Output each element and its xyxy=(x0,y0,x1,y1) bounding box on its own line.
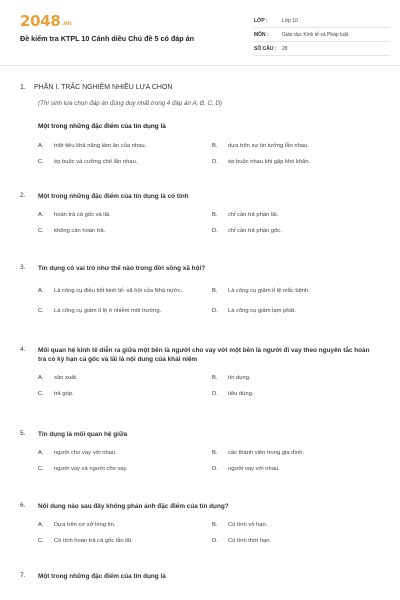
meta-value: Lớp 10 xyxy=(282,17,298,24)
option-text: Có tính hoàn trả cả gốc lẫn lãi. xyxy=(54,538,133,544)
section-number: 1. xyxy=(20,83,26,91)
option-b[interactable] xyxy=(212,207,388,223)
option-a[interactable] xyxy=(38,370,212,386)
option-d[interactable] xyxy=(212,154,388,170)
meta-value: Giáo dục Kinh tế và Pháp luật xyxy=(282,31,349,38)
question-number: 3. xyxy=(20,264,26,271)
question-header xyxy=(20,192,390,201)
option-text: Là công cụ giảm tỉ lệ mắc bệnh. xyxy=(228,288,310,294)
question-5 xyxy=(20,430,390,477)
option-key: B. xyxy=(212,212,218,218)
option-text: dựa trên sự tin tưởng lẫn nhau. xyxy=(228,143,309,149)
site-logo[interactable] xyxy=(20,12,71,30)
option-a[interactable] xyxy=(38,279,212,303)
option-b[interactable] xyxy=(212,445,388,461)
question-3 xyxy=(20,264,390,319)
option-d[interactable] xyxy=(212,461,388,477)
answer-options xyxy=(38,138,390,170)
document-title: Đề kiểm tra KTPL 10 Cánh diều Chủ đề 5 có đáp án xyxy=(20,34,195,43)
option-text: các thành viên trong gia đình. xyxy=(228,450,305,456)
answer-options xyxy=(38,445,390,477)
option-c[interactable] xyxy=(38,461,212,477)
option-d[interactable] xyxy=(212,223,388,239)
question-header xyxy=(20,430,390,439)
option-text: tiêu dùng. xyxy=(228,391,254,397)
meta-label: SỐ CÂU : xyxy=(254,45,277,52)
option-text: Có tính thời hạn. xyxy=(228,538,272,544)
option-d[interactable] xyxy=(212,533,388,549)
option-text: tín dụng. xyxy=(228,375,251,381)
meta-row-count xyxy=(254,42,390,56)
question-text: Một trong những đặc điểm của tín dụng là xyxy=(38,123,166,130)
option-c[interactable] xyxy=(38,303,212,319)
meta-label: MÔN : xyxy=(254,31,269,38)
question-text: Tín dụng có vai trò như thế nào trong đời sống xã hội? xyxy=(38,265,206,272)
option-key: C. xyxy=(38,391,44,397)
option-key: A. xyxy=(38,212,44,218)
option-key: C. xyxy=(38,308,44,314)
option-key: A. xyxy=(38,143,44,149)
option-text: Là công cụ giảm lạm phát. xyxy=(228,308,296,314)
option-key: B. xyxy=(212,450,218,456)
option-text: không cần hoàn trả. xyxy=(54,228,106,234)
meta-table xyxy=(254,14,390,56)
question-number: 5. xyxy=(20,430,26,437)
meta-value: 28 xyxy=(282,45,288,52)
option-text: trả góp. xyxy=(54,391,74,397)
option-key: C. xyxy=(38,466,44,472)
option-text: Là công cụ giảm tỉ lệ ô nhiễm môi trường. xyxy=(54,308,162,314)
question-number: 4. xyxy=(20,346,26,353)
option-key: D. xyxy=(212,538,218,544)
option-key: D. xyxy=(212,466,218,472)
meta-label: LỚP : xyxy=(254,17,268,24)
option-key: B. xyxy=(212,522,218,528)
question-2 xyxy=(20,192,390,239)
answer-options xyxy=(38,207,390,239)
question-text: Tín dụng là mối quan hệ giữa xyxy=(38,431,128,438)
option-c[interactable] xyxy=(38,386,212,402)
option-key: C. xyxy=(38,159,44,165)
option-key: D. xyxy=(212,308,218,314)
option-key: A. xyxy=(38,522,44,528)
option-b[interactable] xyxy=(212,138,388,154)
option-c[interactable] xyxy=(38,533,212,549)
option-text: chỉ cần trả phần lãi. xyxy=(228,212,279,218)
option-key: B. xyxy=(212,143,218,149)
section-title: PHẦN I. TRẮC NGHIỆM NHIỀU LỰA CHỌN xyxy=(34,83,173,91)
page-header xyxy=(0,0,400,66)
question-7 xyxy=(20,572,390,581)
option-text: Là công cụ điều tiết kinh tế- xã hội của Nhà nước. xyxy=(54,288,183,294)
option-key: D. xyxy=(212,159,218,165)
option-b[interactable] xyxy=(212,279,388,303)
option-b[interactable] xyxy=(212,517,388,533)
answer-options xyxy=(38,370,390,402)
logo-text: 2048 xyxy=(20,12,61,30)
option-text: người vay và người cho vay. xyxy=(54,466,128,472)
question-text: Mối quan hệ kinh tế diễn ra giữa một bên là người cho vay với một bên là người đi vay theo nguyên tắc hoàn trả có kỳ hạn cả gốc và lãi là nội dung của khái niệm xyxy=(38,347,370,363)
question-4 xyxy=(20,346,390,402)
option-c[interactable] xyxy=(38,223,212,239)
logo-domain: .vn xyxy=(61,20,72,27)
option-text: triệt tiêu khả năng làm ăn của nhau. xyxy=(54,143,147,149)
option-text: hoàn trả cả gốc và lãi. xyxy=(54,212,111,218)
option-a[interactable] xyxy=(38,207,212,223)
question-6 xyxy=(20,502,390,549)
option-key: A. xyxy=(38,288,44,294)
option-d[interactable] xyxy=(212,303,388,319)
option-key: A. xyxy=(38,450,44,456)
question-header xyxy=(20,572,390,581)
question-header xyxy=(20,346,390,364)
question-number: 7. xyxy=(20,572,26,579)
question-text: Nội dung nào sau đây không phản ánh đặc điểm của tín dụng? xyxy=(38,503,229,510)
option-key: C. xyxy=(38,538,44,544)
option-key: B. xyxy=(212,375,218,381)
option-a[interactable] xyxy=(38,138,212,154)
question-number: 2. xyxy=(20,192,26,199)
option-key: A. xyxy=(38,375,44,381)
question-text: Một trong những đặc điểm của tín dụng là xyxy=(38,573,166,580)
answer-options xyxy=(38,517,390,549)
meta-row-subject xyxy=(254,28,390,42)
section-heading xyxy=(20,80,390,94)
option-key: D. xyxy=(212,391,218,397)
option-key: D. xyxy=(212,228,218,234)
question-text: Một trong những đặc điểm của tín dụng là có tính xyxy=(38,193,189,200)
option-a[interactable] xyxy=(38,445,212,461)
question-1 xyxy=(20,122,390,170)
question-header xyxy=(20,264,390,273)
option-text: chỉ cần trả phần gốc. xyxy=(228,228,282,234)
meta-row-class xyxy=(254,14,390,28)
option-text: ép buộc và cưỡng chế lẫn nhau. xyxy=(54,159,138,165)
option-key: C. xyxy=(38,228,44,234)
option-text: người cho vay với nhau. xyxy=(54,450,117,456)
option-a[interactable] xyxy=(38,517,212,533)
option-text: Có tính vô hạn. xyxy=(228,522,268,528)
answer-options xyxy=(38,279,390,319)
option-text: Dựa trên cơ sở lòng tin. xyxy=(54,522,116,528)
option-text: người vay với nhau. xyxy=(228,466,280,472)
option-text: sản xuất. xyxy=(54,375,78,381)
option-d[interactable] xyxy=(212,386,388,402)
option-c[interactable] xyxy=(38,154,212,170)
option-b[interactable] xyxy=(212,370,388,386)
option-text: ép buộc nhau khi gặp khó khăn. xyxy=(228,159,311,165)
section-instruction: (Thí sinh lựa chọn đáp án đúng duy nhất trong 4 đáp án A, B, C, D) xyxy=(38,100,222,107)
option-key: B. xyxy=(212,288,218,294)
question-number: 6. xyxy=(20,502,26,509)
question-header xyxy=(20,502,390,511)
